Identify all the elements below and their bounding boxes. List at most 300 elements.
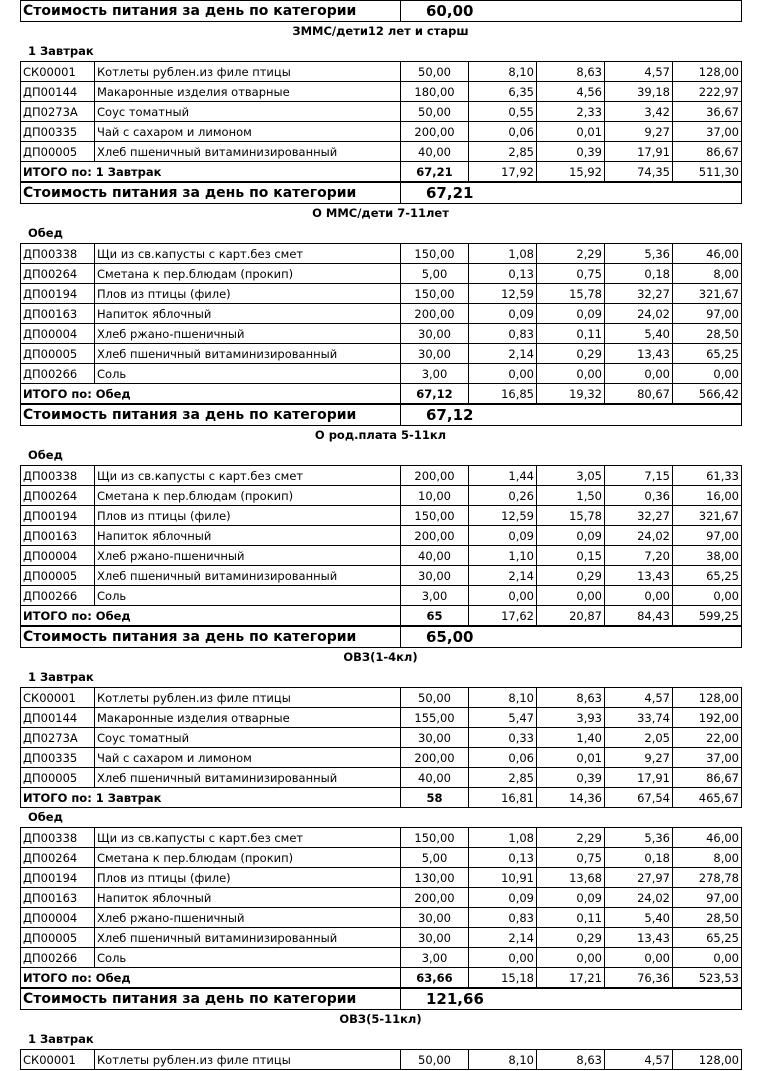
table-row: [21, 264, 742, 284]
total-calories: 511,30: [673, 162, 742, 182]
fats: 0,39: [537, 768, 605, 788]
portion-weight: 150,00: [401, 828, 469, 848]
dish-code: ДП00163: [21, 526, 95, 546]
proteins: 0,83: [469, 324, 537, 344]
proteins: 1,10: [469, 546, 537, 566]
table-row: [21, 364, 742, 384]
portion-weight: 200,00: [401, 888, 469, 908]
daily-cost-value: 65,00: [401, 627, 742, 648]
calories: 38,00: [673, 546, 742, 566]
daily-cost-summary: [20, 0, 742, 22]
carbs: 0,18: [605, 264, 673, 284]
table-row: [21, 304, 742, 324]
dish-code: ДП00338: [21, 466, 95, 486]
dish-code: ДП00005: [21, 142, 95, 162]
meal-table: [20, 827, 742, 988]
dish-name: Хлеб ржано-пшеничный: [95, 546, 401, 566]
daily-cost-summary: [20, 988, 742, 1010]
total-proteins: 15,18: [469, 968, 537, 988]
proteins: 0,00: [469, 948, 537, 968]
proteins: 0,00: [469, 364, 537, 384]
calories: 16,00: [673, 486, 742, 506]
carbs: 13,43: [605, 928, 673, 948]
dish-code: ДП00144: [21, 82, 95, 102]
total-label: ИТОГО по: Обед: [21, 384, 401, 404]
total-carbs: 76,36: [605, 968, 673, 988]
table-row: [21, 122, 742, 142]
calories: 321,67: [673, 506, 742, 526]
dish-code: ДП0273А: [21, 102, 95, 122]
dish-code: ДП00163: [21, 304, 95, 324]
dish-code: ДП00004: [21, 546, 95, 566]
daily-cost-label: Стоимость питания за день по категории: [21, 405, 401, 426]
portion-weight: 200,00: [401, 526, 469, 546]
category-heading: О ММС/дети 7-11лет: [312, 206, 449, 220]
table-row: [21, 928, 742, 948]
meal-heading: 1 Завтрак: [28, 1032, 94, 1046]
dish-code: ДП00264: [21, 848, 95, 868]
category-heading: ЗММС/дети12 лет и старш: [292, 24, 469, 38]
dish-code: ДП00266: [21, 364, 95, 384]
total-proteins: 16,85: [469, 384, 537, 404]
table-row: [21, 102, 742, 122]
calories: 97,00: [673, 888, 742, 908]
meal-table: [20, 465, 742, 626]
dish-name: Напиток яблочный: [95, 526, 401, 546]
carbs: 32,27: [605, 506, 673, 526]
dish-name: Соль: [95, 586, 401, 606]
dish-code: СК00001: [21, 62, 95, 82]
fats: 0,00: [537, 948, 605, 968]
daily-cost-label: Стоимость питания за день по категории: [21, 183, 401, 204]
dish-name: Хлеб пшеничный витаминизированный: [95, 768, 401, 788]
total-label: ИТОГО по: Обед: [21, 968, 401, 988]
portion-weight: 30,00: [401, 928, 469, 948]
dish-code: ДП00194: [21, 506, 95, 526]
daily-cost-summary: [20, 626, 742, 648]
dish-name: Щи из св.капусты с карт.без смет: [95, 244, 401, 264]
table-row: [21, 142, 742, 162]
fats: 0,29: [537, 566, 605, 586]
portion-weight: 200,00: [401, 748, 469, 768]
dish-code: СК00001: [21, 688, 95, 708]
proteins: 6,35: [469, 82, 537, 102]
total-row: [21, 162, 742, 182]
table-row: [21, 948, 742, 968]
table-row: [21, 62, 742, 82]
dish-name: Макаронные изделия отварные: [95, 82, 401, 102]
total-cost: 58: [401, 788, 469, 808]
proteins: 2,14: [469, 928, 537, 948]
calories: 128,00: [673, 688, 742, 708]
total-calories: 465,67: [673, 788, 742, 808]
daily-cost-label: Стоимость питания за день по категории: [21, 627, 401, 648]
fats: 0,09: [537, 888, 605, 908]
dish-name: Щи из св.капусты с карт.без смет: [95, 466, 401, 486]
daily-cost-label: Стоимость питания за день по категории: [21, 1, 401, 22]
carbs: 24,02: [605, 888, 673, 908]
meal-heading: Обед: [28, 226, 63, 240]
portion-weight: 200,00: [401, 466, 469, 486]
calories: 128,00: [673, 1050, 742, 1070]
fats: 0,29: [537, 344, 605, 364]
fats: 15,78: [537, 284, 605, 304]
proteins: 2,85: [469, 768, 537, 788]
proteins: 0,13: [469, 848, 537, 868]
carbs: 33,74: [605, 708, 673, 728]
proteins: 0,13: [469, 264, 537, 284]
portion-weight: 180,00: [401, 82, 469, 102]
dish-name: Хлеб ржано-пшеничный: [95, 908, 401, 928]
table-row: [21, 506, 742, 526]
category-heading: ОВЗ(5-11кл): [339, 1012, 422, 1026]
total-cost: 67,21: [401, 162, 469, 182]
table-row: [21, 324, 742, 344]
total-proteins: 17,92: [469, 162, 537, 182]
table-row: [21, 908, 742, 928]
dish-name: Хлеб пшеничный витаминизированный: [95, 566, 401, 586]
daily-cost-summary: [20, 182, 742, 204]
carbs: 2,05: [605, 728, 673, 748]
fats: 0,75: [537, 264, 605, 284]
portion-weight: 30,00: [401, 728, 469, 748]
fats: 0,11: [537, 324, 605, 344]
total-fats: 19,32: [537, 384, 605, 404]
proteins: 0,06: [469, 748, 537, 768]
fats: 2,29: [537, 828, 605, 848]
meal-table: [20, 61, 742, 182]
carbs: 0,18: [605, 848, 673, 868]
proteins: 0,06: [469, 122, 537, 142]
meal-heading: Обед: [28, 448, 63, 462]
total-fats: 17,21: [537, 968, 605, 988]
calories: 36,67: [673, 102, 742, 122]
carbs: 13,43: [605, 566, 673, 586]
fats: 0,01: [537, 748, 605, 768]
carbs: 7,15: [605, 466, 673, 486]
calories: 28,50: [673, 324, 742, 344]
portion-weight: 50,00: [401, 102, 469, 122]
daily-cost-value: 60,00: [401, 1, 742, 22]
table-row: [21, 828, 742, 848]
fats: 0,75: [537, 848, 605, 868]
dish-code: ДП00005: [21, 566, 95, 586]
total-fats: 14,36: [537, 788, 605, 808]
calories: 37,00: [673, 122, 742, 142]
proteins: 5,47: [469, 708, 537, 728]
calories: 278,78: [673, 868, 742, 888]
carbs: 7,20: [605, 546, 673, 566]
dish-code: ДП00335: [21, 122, 95, 142]
dish-code: ДП00264: [21, 264, 95, 284]
portion-weight: 40,00: [401, 546, 469, 566]
total-label: ИТОГО по: 1 Завтрак: [21, 162, 401, 182]
total-proteins: 16,81: [469, 788, 537, 808]
proteins: 0,09: [469, 304, 537, 324]
total-cost: 63,66: [401, 968, 469, 988]
total-carbs: 80,67: [605, 384, 673, 404]
fats: 8,63: [537, 62, 605, 82]
carbs: 5,36: [605, 828, 673, 848]
fats: 2,33: [537, 102, 605, 122]
dish-name: Напиток яблочный: [95, 304, 401, 324]
fats: 1,50: [537, 486, 605, 506]
calories: 0,00: [673, 586, 742, 606]
meal-heading: 1 Завтрак: [28, 670, 94, 684]
fats: 3,05: [537, 466, 605, 486]
fats: 0,00: [537, 586, 605, 606]
fats: 15,78: [537, 506, 605, 526]
carbs: 4,57: [605, 688, 673, 708]
carbs: 9,27: [605, 748, 673, 768]
portion-weight: 50,00: [401, 62, 469, 82]
dish-code: ДП00338: [21, 828, 95, 848]
total-calories: 599,25: [673, 606, 742, 626]
table-row: [21, 526, 742, 546]
carbs: 5,40: [605, 908, 673, 928]
dish-code: ДП00194: [21, 868, 95, 888]
carbs: 5,40: [605, 324, 673, 344]
fats: 0,00: [537, 364, 605, 384]
portion-weight: 150,00: [401, 506, 469, 526]
dish-name: Соус томатный: [95, 102, 401, 122]
dish-code: ДП00194: [21, 284, 95, 304]
calories: 28,50: [673, 908, 742, 928]
total-fats: 15,92: [537, 162, 605, 182]
calories: 97,00: [673, 526, 742, 546]
calories: 46,00: [673, 244, 742, 264]
total-carbs: 67,54: [605, 788, 673, 808]
dish-name: Макаронные изделия отварные: [95, 708, 401, 728]
fats: 13,68: [537, 868, 605, 888]
calories: 61,33: [673, 466, 742, 486]
carbs: 39,18: [605, 82, 673, 102]
daily-cost-label: Стоимость питания за день по категории: [21, 989, 401, 1010]
portion-weight: 5,00: [401, 848, 469, 868]
table-row: [21, 688, 742, 708]
calories: 22,00: [673, 728, 742, 748]
portion-weight: 130,00: [401, 868, 469, 888]
dish-name: Котлеты рублен.из филе птицы: [95, 688, 401, 708]
carbs: 4,57: [605, 1050, 673, 1070]
calories: 128,00: [673, 62, 742, 82]
total-label: ИТОГО по: 1 Завтрак: [21, 788, 401, 808]
calories: 8,00: [673, 848, 742, 868]
daily-cost-summary: [20, 404, 742, 426]
table-row: [21, 82, 742, 102]
carbs: 17,91: [605, 142, 673, 162]
dish-name: Напиток яблочный: [95, 888, 401, 908]
fats: 1,40: [537, 728, 605, 748]
portion-weight: 5,00: [401, 264, 469, 284]
proteins: 12,59: [469, 506, 537, 526]
table-row: [21, 244, 742, 264]
total-calories: 566,42: [673, 384, 742, 404]
dish-name: Соль: [95, 948, 401, 968]
table-row: [21, 708, 742, 728]
table-row: [21, 748, 742, 768]
dish-code: ДП0273А: [21, 728, 95, 748]
total-calories: 523,53: [673, 968, 742, 988]
calories: 192,00: [673, 708, 742, 728]
dish-name: Хлеб пшеничный витаминизированный: [95, 142, 401, 162]
table-row: [21, 848, 742, 868]
carbs: 13,43: [605, 344, 673, 364]
menu-report: [20, 0, 741, 1070]
carbs: 0,00: [605, 586, 673, 606]
proteins: 0,83: [469, 908, 537, 928]
dish-name: Плов из птицы (филе): [95, 868, 401, 888]
portion-weight: 3,00: [401, 364, 469, 384]
portion-weight: 3,00: [401, 948, 469, 968]
calories: 65,25: [673, 928, 742, 948]
table-row: [21, 466, 742, 486]
proteins: 0,33: [469, 728, 537, 748]
proteins: 0,55: [469, 102, 537, 122]
carbs: 5,36: [605, 244, 673, 264]
calories: 0,00: [673, 364, 742, 384]
meal-table: [20, 687, 742, 808]
fats: 0,29: [537, 928, 605, 948]
dish-code: ДП00005: [21, 928, 95, 948]
portion-weight: 150,00: [401, 244, 469, 264]
meal-heading: 1 Завтрак: [28, 44, 94, 58]
proteins: 8,10: [469, 688, 537, 708]
total-row: [21, 968, 742, 988]
dish-name: Соль: [95, 364, 401, 384]
carbs: 17,91: [605, 768, 673, 788]
total-carbs: 84,43: [605, 606, 673, 626]
meal-table: [20, 243, 742, 404]
dish-name: Сметана к пер.блюдам (прокип): [95, 264, 401, 284]
calories: 65,25: [673, 566, 742, 586]
proteins: 0,09: [469, 526, 537, 546]
proteins: 0,00: [469, 586, 537, 606]
calories: 65,25: [673, 344, 742, 364]
table-row: [21, 768, 742, 788]
proteins: 0,09: [469, 888, 537, 908]
carbs: 4,57: [605, 62, 673, 82]
proteins: 12,59: [469, 284, 537, 304]
carbs: 27,97: [605, 868, 673, 888]
daily-cost-value: 121,66: [401, 989, 742, 1010]
proteins: 8,10: [469, 1050, 537, 1070]
calories: 46,00: [673, 828, 742, 848]
portion-weight: 30,00: [401, 908, 469, 928]
portion-weight: 40,00: [401, 142, 469, 162]
table-row: [21, 486, 742, 506]
dish-code: ДП00266: [21, 586, 95, 606]
portion-weight: 150,00: [401, 284, 469, 304]
fats: 4,56: [537, 82, 605, 102]
proteins: 1,44: [469, 466, 537, 486]
dish-name: Чай с сахаром и лимоном: [95, 748, 401, 768]
daily-cost-value: 67,12: [401, 405, 742, 426]
carbs: 32,27: [605, 284, 673, 304]
table-row: [21, 728, 742, 748]
fats: 8,63: [537, 688, 605, 708]
fats: 2,29: [537, 244, 605, 264]
calories: 0,00: [673, 948, 742, 968]
table-row: [21, 888, 742, 908]
dish-name: Плов из птицы (филе): [95, 506, 401, 526]
dish-name: Щи из св.капусты с карт.без смет: [95, 828, 401, 848]
table-row: [21, 1050, 742, 1070]
fats: 0,09: [537, 304, 605, 324]
fats: 0,39: [537, 142, 605, 162]
meal-heading: Обед: [28, 810, 63, 824]
table-row: [21, 284, 742, 304]
portion-weight: 200,00: [401, 122, 469, 142]
calories: 97,00: [673, 304, 742, 324]
dish-name: Котлеты рублен.из филе птицы: [95, 62, 401, 82]
table-row: [21, 344, 742, 364]
dish-code: ДП00335: [21, 748, 95, 768]
table-row: [21, 868, 742, 888]
portion-weight: 3,00: [401, 586, 469, 606]
total-row: [21, 384, 742, 404]
meal-table: [20, 1049, 742, 1070]
carbs: 24,02: [605, 304, 673, 324]
dish-name: Хлеб пшеничный витаминизированный: [95, 928, 401, 948]
dish-name: Хлеб пшеничный витаминизированный: [95, 344, 401, 364]
proteins: 2,85: [469, 142, 537, 162]
total-carbs: 74,35: [605, 162, 673, 182]
proteins: 0,26: [469, 486, 537, 506]
calories: 86,67: [673, 142, 742, 162]
dish-code: ДП00144: [21, 708, 95, 728]
table-row: [21, 586, 742, 606]
proteins: 1,08: [469, 244, 537, 264]
proteins: 2,14: [469, 344, 537, 364]
total-label: ИТОГО по: Обед: [21, 606, 401, 626]
fats: 8,63: [537, 1050, 605, 1070]
dish-name: Сметана к пер.блюдам (прокип): [95, 486, 401, 506]
dish-code: ДП00163: [21, 888, 95, 908]
dish-code: ДП00004: [21, 908, 95, 928]
portion-weight: 30,00: [401, 566, 469, 586]
dish-name: Чай с сахаром и лимоном: [95, 122, 401, 142]
portion-weight: 40,00: [401, 768, 469, 788]
total-row: [21, 788, 742, 808]
proteins: 2,14: [469, 566, 537, 586]
carbs: 24,02: [605, 526, 673, 546]
proteins: 10,91: [469, 868, 537, 888]
dish-name: Сметана к пер.блюдам (прокип): [95, 848, 401, 868]
dish-code: ДП00005: [21, 768, 95, 788]
dish-name: Котлеты рублен.из филе птицы: [95, 1050, 401, 1070]
total-cost: 65: [401, 606, 469, 626]
proteins: 8,10: [469, 62, 537, 82]
dish-code: ДП00338: [21, 244, 95, 264]
table-row: [21, 566, 742, 586]
dish-code: СК00001: [21, 1050, 95, 1070]
portion-weight: 200,00: [401, 304, 469, 324]
total-proteins: 17,62: [469, 606, 537, 626]
calories: 37,00: [673, 748, 742, 768]
table-row: [21, 546, 742, 566]
dish-code: ДП00004: [21, 324, 95, 344]
dish-name: Соус томатный: [95, 728, 401, 748]
total-fats: 20,87: [537, 606, 605, 626]
fats: 0,09: [537, 526, 605, 546]
fats: 0,15: [537, 546, 605, 566]
carbs: 9,27: [605, 122, 673, 142]
portion-weight: 50,00: [401, 1050, 469, 1070]
portion-weight: 155,00: [401, 708, 469, 728]
fats: 0,11: [537, 908, 605, 928]
calories: 8,00: [673, 264, 742, 284]
